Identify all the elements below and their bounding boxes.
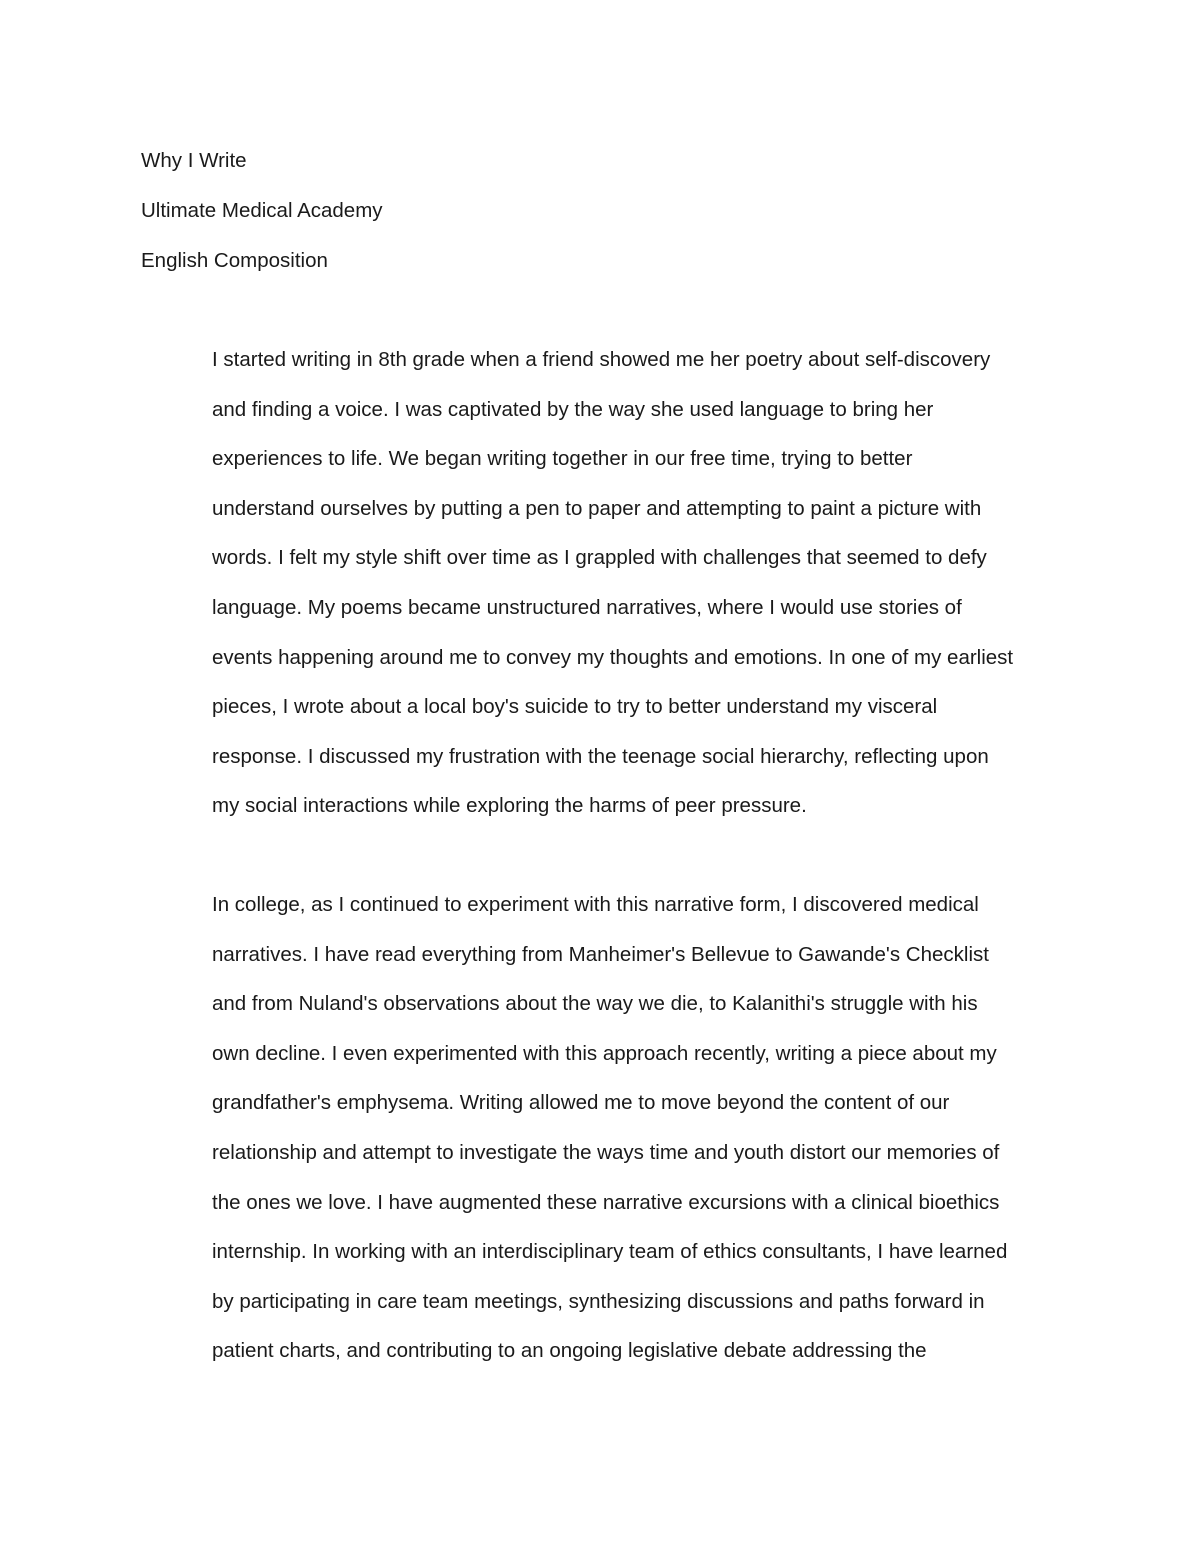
text-line: and finding a voice. I was captivated by the way she used language to bring her [212, 397, 934, 421]
text-line: response. I discussed my frustration with the teenage social hierarchy, reflecting upon [212, 744, 989, 768]
paragraph-1 [212, 335, 1082, 831]
text-line: understand ourselves by putting a pen to paper and attempting to paint a picture with [212, 496, 982, 520]
text-line: patient charts, and contributing to an ongoing legislative debate addressing the [212, 1339, 927, 1363]
paragraph-2 [212, 880, 1082, 1376]
text-line: internship. In working with an interdisciplinary team of ethics consultants, I have learned [212, 1240, 1008, 1264]
text-line: experiences to life. We began writing together in our free time, trying to better [212, 447, 913, 471]
text-line: the ones we love. I have augmented these narrative excursions with a clinical bioethics [212, 1190, 1000, 1214]
text-line: pieces, I wrote about a local boy's suicide to try to better understand my visceral [212, 695, 938, 719]
text-line: by participating in care team meetings, synthesizing discussions and paths forward in [212, 1289, 985, 1313]
text-line: own decline. I even experimented with this approach recently, writing a piece about my [212, 1041, 997, 1065]
text-line: language. My poems became unstructured narratives, where I would use stories of [212, 595, 962, 619]
text-line: and from Nuland's observations about the way we die, to Kalanithi's struggle with his [212, 992, 978, 1016]
text-line: In college, as I continued to experiment with this narrative form, I discovered medical [212, 893, 979, 916]
text-line: I started writing in 8th grade when a friend showed me her poetry about self-discovery [212, 348, 991, 371]
document-title: Why I Write [141, 149, 247, 172]
text-line: relationship and attempt to investigate the ways time and youth distort our memories of [212, 1140, 1000, 1164]
text-line: narratives. I have read everything from Manheimer's Bellevue to Gawande's Checklist [212, 942, 989, 966]
text-line: words. I felt my style shift over time as I grappled with challenges that seemed to defy [212, 546, 987, 570]
text-line: my social interactions while exploring the harms of peer pressure. [212, 794, 807, 818]
institution-name: Ultimate Medical Academy [141, 199, 383, 222]
course-name: English Composition [141, 249, 328, 272]
text-line: grandfather's emphysema. Writing allowed me to move beyond the content of our [212, 1091, 950, 1115]
document-header [141, 136, 383, 286]
text-line: events happening around me to convey my thoughts and emotions. In one of my earliest [212, 645, 1014, 669]
